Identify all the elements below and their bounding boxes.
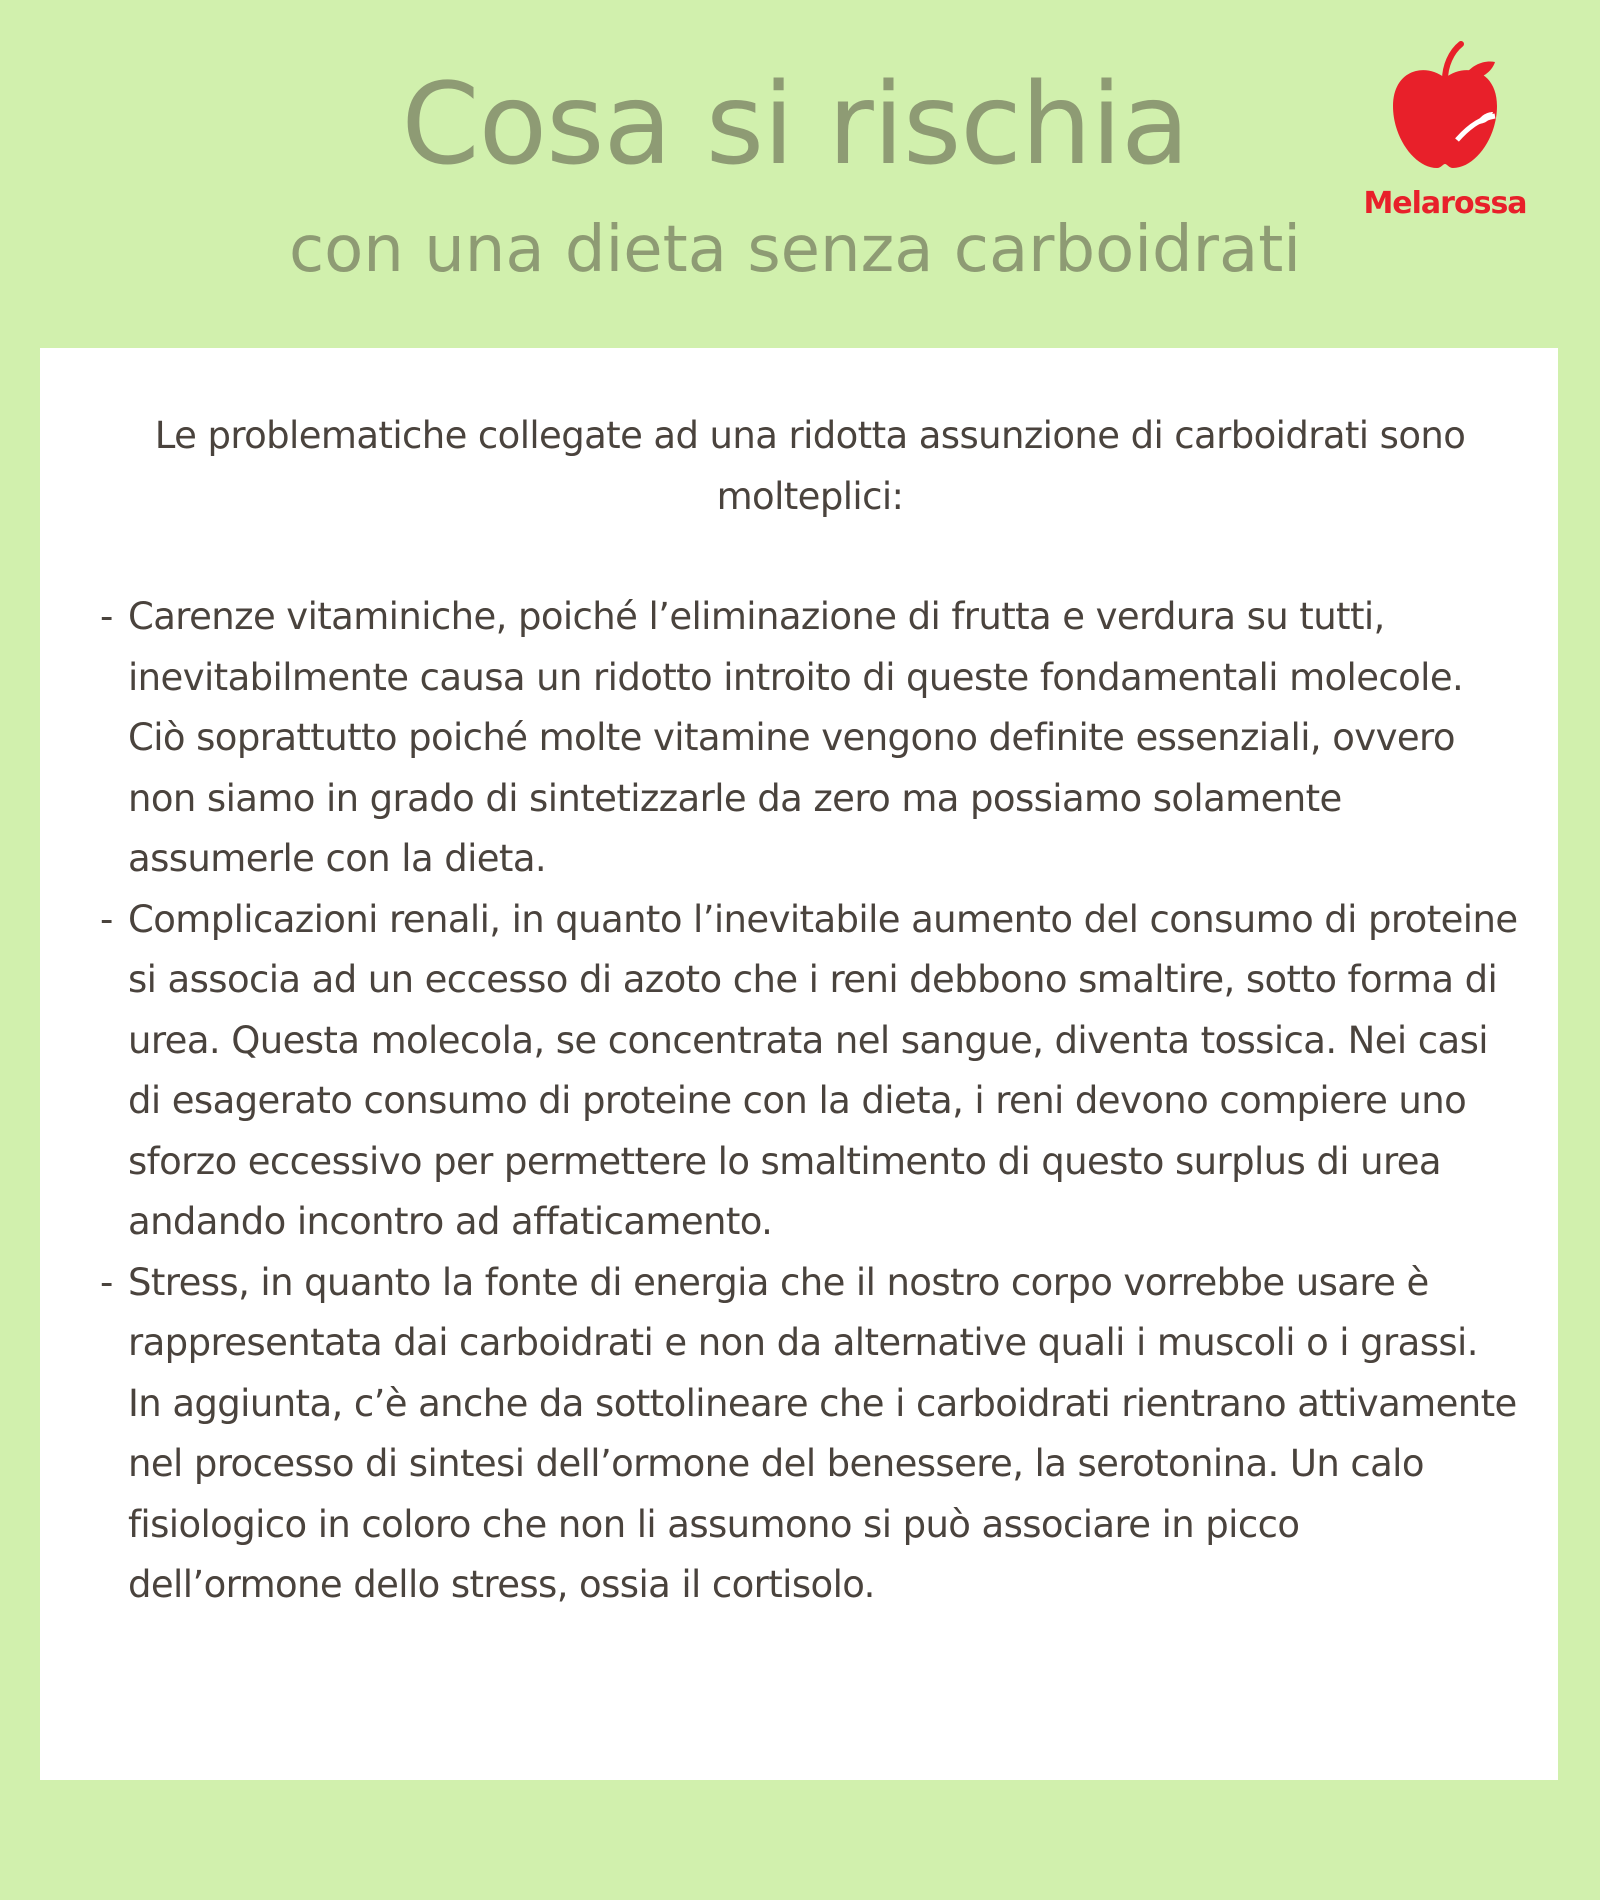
content-body (100, 406, 1520, 1616)
header (0, 0, 1600, 330)
logo-text: Melarossa (1363, 186, 1527, 221)
bullet-dash: - (100, 897, 113, 941)
page-subtitle: con una dieta senza carboidrati (288, 213, 1302, 287)
bullet-dash: - (100, 595, 113, 638)
melarossa-logo (1355, 40, 1535, 230)
list-item-text: Stress, in quanto la fonte di energia che il nostro corpo vorrebbe usare è rappresentata dai carboidrati e non da alternative quali i muscoli o i grassi. In aggiunta, c’è anche da sottolineare che i carboidrati rientrano attivamente nel processo di sintesi dell’ormone del benessere, la serotonina. Un calo fisiologico in coloro che non li assumono si può associare in picco dell’ormone dello stress, ossia il cortisolo. (128, 1260, 1517, 1606)
list-item (100, 890, 1520, 1253)
list-item-text: Complicazioni renali, in quanto l’inevitabile aumento del consumo di proteine si associa ad un eccesso di azoto che i reni debbono smaltire, sotto forma di urea. Questa molecola, se concentrata nel sangue, diventa tossica. Nei casi di esagerato consumo di proteine con la dieta, i reni devono compiere uno sforzo eccessivo per permettere lo smaltimento di questo surplus di urea andando incontro ad affaticamento. (128, 897, 1518, 1243)
risk-list (100, 587, 1520, 1616)
list-item-text: Carenze vitaminiche, poiché l’eliminazione di frutta e verdura su tutti, inevitabilmente causa un ridotto introito di queste fondamentali molecole. Ciò soprattutto poiché molte vitamine vengono definite essenziali, ovvero non siamo in grado di sintetizzarle da zero ma possiamo solamente assumerle con la dieta. (128, 595, 1464, 880)
list-item (100, 587, 1520, 890)
list-item (100, 1253, 1520, 1616)
page-title: Cosa si rischia (401, 60, 1189, 190)
content-card (40, 348, 1558, 1780)
bullet-dash: - (100, 1260, 113, 1304)
apple-icon (1385, 40, 1505, 180)
intro-text: Le problematiche collegate ad una ridotta assunzione di carboidrati sono molteplici: (154, 414, 1466, 518)
